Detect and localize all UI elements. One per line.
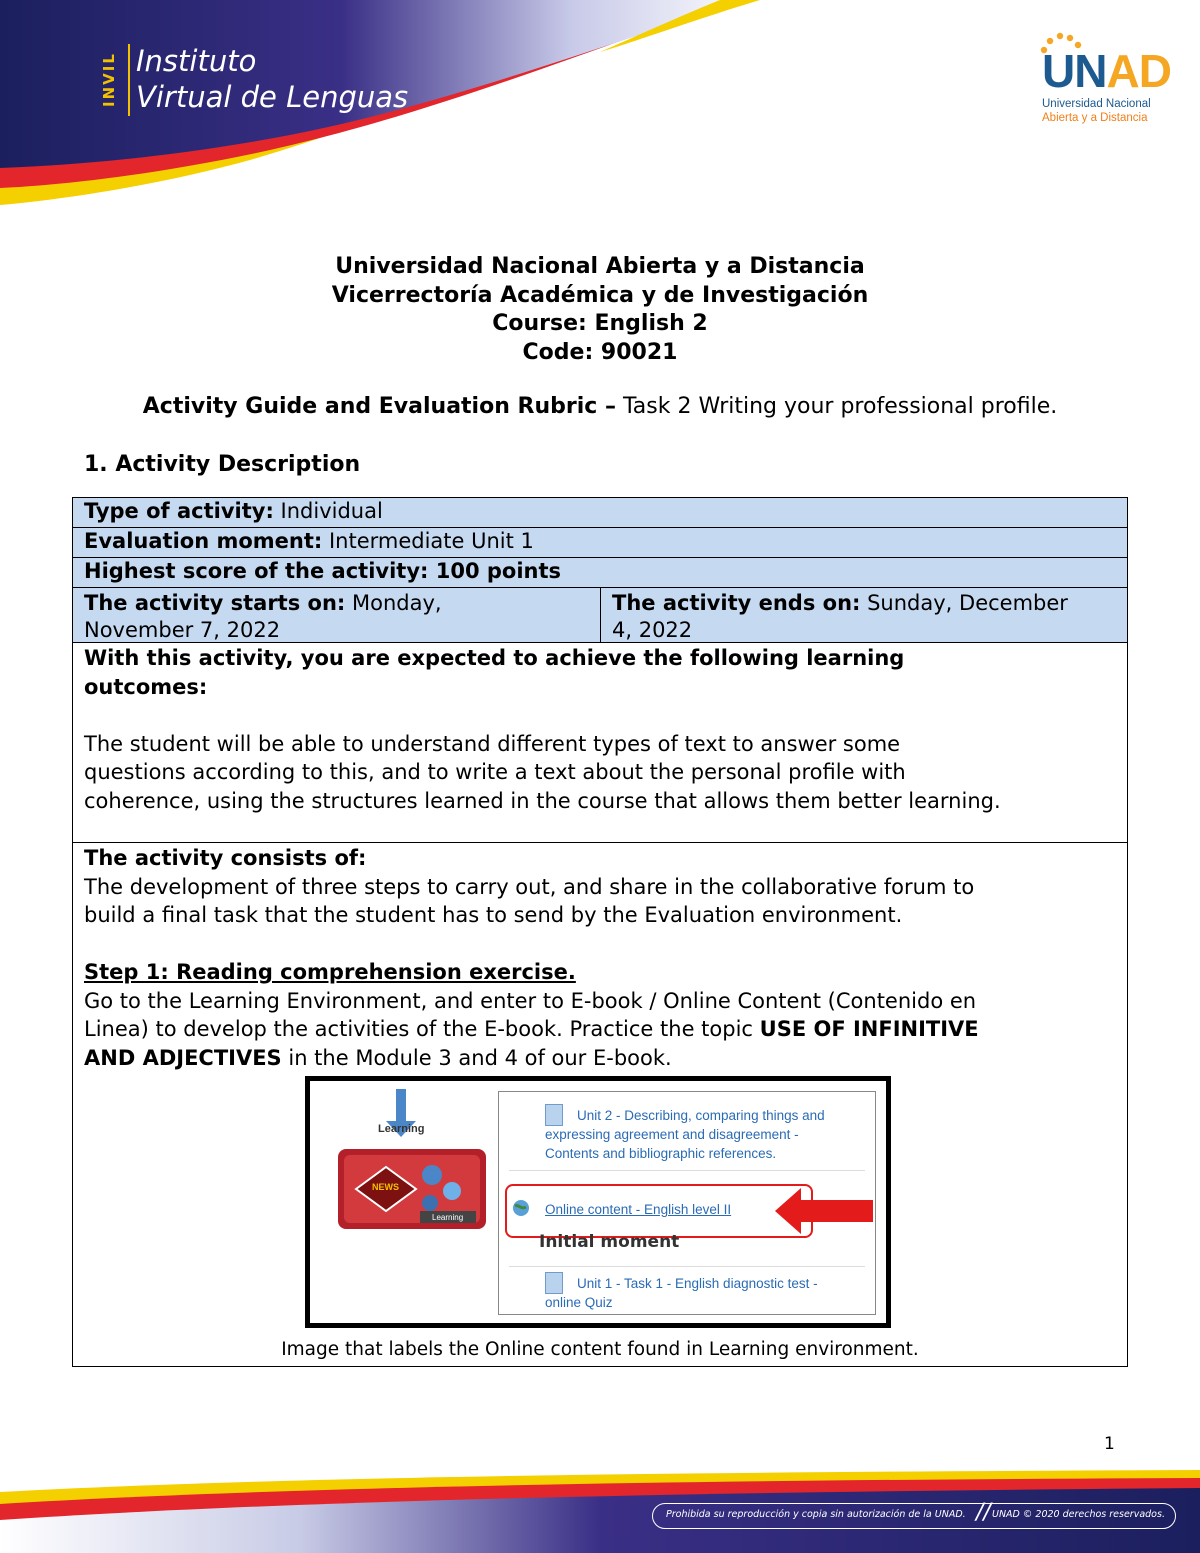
invil-title-line2: Virtual de Lenguas (136, 80, 409, 114)
unad-subtitle-2: Abierta y a Distancia (1042, 112, 1148, 124)
image-caption: Image that labels the Online content found in Learning environment. (281, 1339, 919, 1360)
learning-thumbnail (334, 1085, 490, 1235)
learning-environment-screenshot (305, 1076, 891, 1328)
title-course: Course: English 2 (492, 311, 708, 336)
starts-value-1: Monday, (345, 591, 442, 615)
section-heading: 1. Activity Description (84, 452, 361, 477)
unad-subtitle-1: Universidad Nacional (1042, 98, 1151, 110)
unad-wordmark: UNAD (1042, 45, 1171, 97)
unit1-link-line2[interactable]: online Quiz (545, 1295, 613, 1310)
eval-label: Evaluation moment: (84, 529, 323, 553)
starts-label: The activity starts on: (84, 591, 346, 615)
row-score (73, 558, 1127, 588)
separator (509, 1266, 865, 1267)
row-type (73, 498, 1127, 528)
row-outcomes (73, 643, 1127, 843)
guide-title-bold: Activity Guide and Evaluation Rubric – (142, 394, 616, 419)
invil-logo (100, 40, 420, 120)
step1-text-3: AND ADJECTIVES in the Module 3 and 4 of our E-book. (84, 1046, 672, 1070)
guide-title-rest: Task 2 Writing your professional profile. (615, 394, 1058, 419)
news-label: NEWS (372, 1182, 399, 1192)
end-date-cell (601, 588, 1127, 642)
title-code: Code: 90021 (522, 340, 678, 365)
guide-title (0, 394, 1200, 419)
red-arrow-icon (775, 1188, 875, 1234)
footer-copy-notice: Prohibida su reproducción y copia sin autorización de la UNAD. (666, 1509, 966, 1520)
ends-label: The activity ends on: (612, 591, 861, 615)
unit1-link-line1[interactable]: Unit 1 - Task 1 - English diagnostic test - (577, 1276, 818, 1291)
score-text: Highest score of the activity: 100 points (84, 559, 562, 583)
consists-text-2: build a final task that the student has to send by the Evaluation environment. (84, 903, 903, 927)
invil-divider (128, 44, 130, 116)
consists-text-1: The development of three steps to carry out, and share in the collaborative forum to (84, 875, 975, 899)
invil-title-line1: Instituto (136, 44, 257, 78)
learning-label: Learning (378, 1123, 425, 1135)
initial-moment-heading: Initial moment (539, 1232, 680, 1252)
step1-text-1: Go to the Learning Environment, and enter to E-book / Online Content (Contenido en (84, 989, 977, 1013)
outcomes-text-3: coherence, using the structures learned in the course that allows them better learning. (84, 789, 1001, 813)
ends-value-1: Sunday, December (860, 591, 1068, 615)
online-content-link[interactable]: Online content - English level II (545, 1202, 732, 1217)
type-value: Individual (273, 499, 383, 523)
unit2-link-line3[interactable]: Contents and bibliographic references. (545, 1146, 777, 1161)
page-number: 1 (1104, 1434, 1115, 1454)
outcomes-heading-2: outcomes: (84, 675, 208, 699)
row-evaluation (73, 528, 1127, 558)
starts-value-2: November 7, 2022 (84, 618, 281, 642)
outcomes-text-2: questions according to this, and to write a text about the personal profile with (84, 760, 906, 784)
learning-illustration (334, 1085, 490, 1235)
unit2-link-line2[interactable]: expressing agreement and disagreement - (545, 1127, 799, 1142)
globe-icon (511, 1198, 531, 1218)
outcomes-heading-1: With this activity, you are expected to achieve the following learning (84, 646, 905, 670)
invil-vertical-text: INVIL (100, 52, 118, 108)
ends-value-2: 4, 2022 (612, 618, 693, 642)
type-label: Type of activity: (84, 499, 274, 523)
start-date-cell (73, 588, 601, 642)
consists-heading: The activity consists of: (84, 846, 367, 870)
step1-text-2: Linea) to develop the activities of the E-book. Practice the topic USE OF INFINITIVE (84, 1017, 979, 1041)
document-icon (545, 1104, 563, 1126)
separator (509, 1170, 865, 1171)
learning-sublabel: Learning (432, 1213, 464, 1222)
document-icon (545, 1272, 563, 1294)
activity-table (72, 497, 1128, 1367)
title-university: Universidad Nacional Abierta y a Distancia (335, 254, 865, 279)
step1-heading: Step 1: Reading comprehension exercise. (84, 960, 576, 984)
outcomes-text-1: The student will be able to understand different types of text to answer some (84, 732, 901, 756)
footer-divider: // (976, 1500, 991, 1525)
title-vicerrectoria: Vicerrectoría Académica y de Investigación (331, 283, 869, 308)
row-consists (73, 843, 1127, 1366)
unit2-link-line1[interactable]: Unit 2 - Describing, comparing things and (577, 1108, 825, 1123)
unad-logo (1036, 30, 1176, 130)
footer-rights: UNAD © 2020 derechos reservados. (992, 1509, 1165, 1520)
course-content-list (498, 1091, 876, 1315)
row-dates (73, 588, 1127, 643)
eval-value: Intermediate Unit 1 (322, 529, 534, 553)
